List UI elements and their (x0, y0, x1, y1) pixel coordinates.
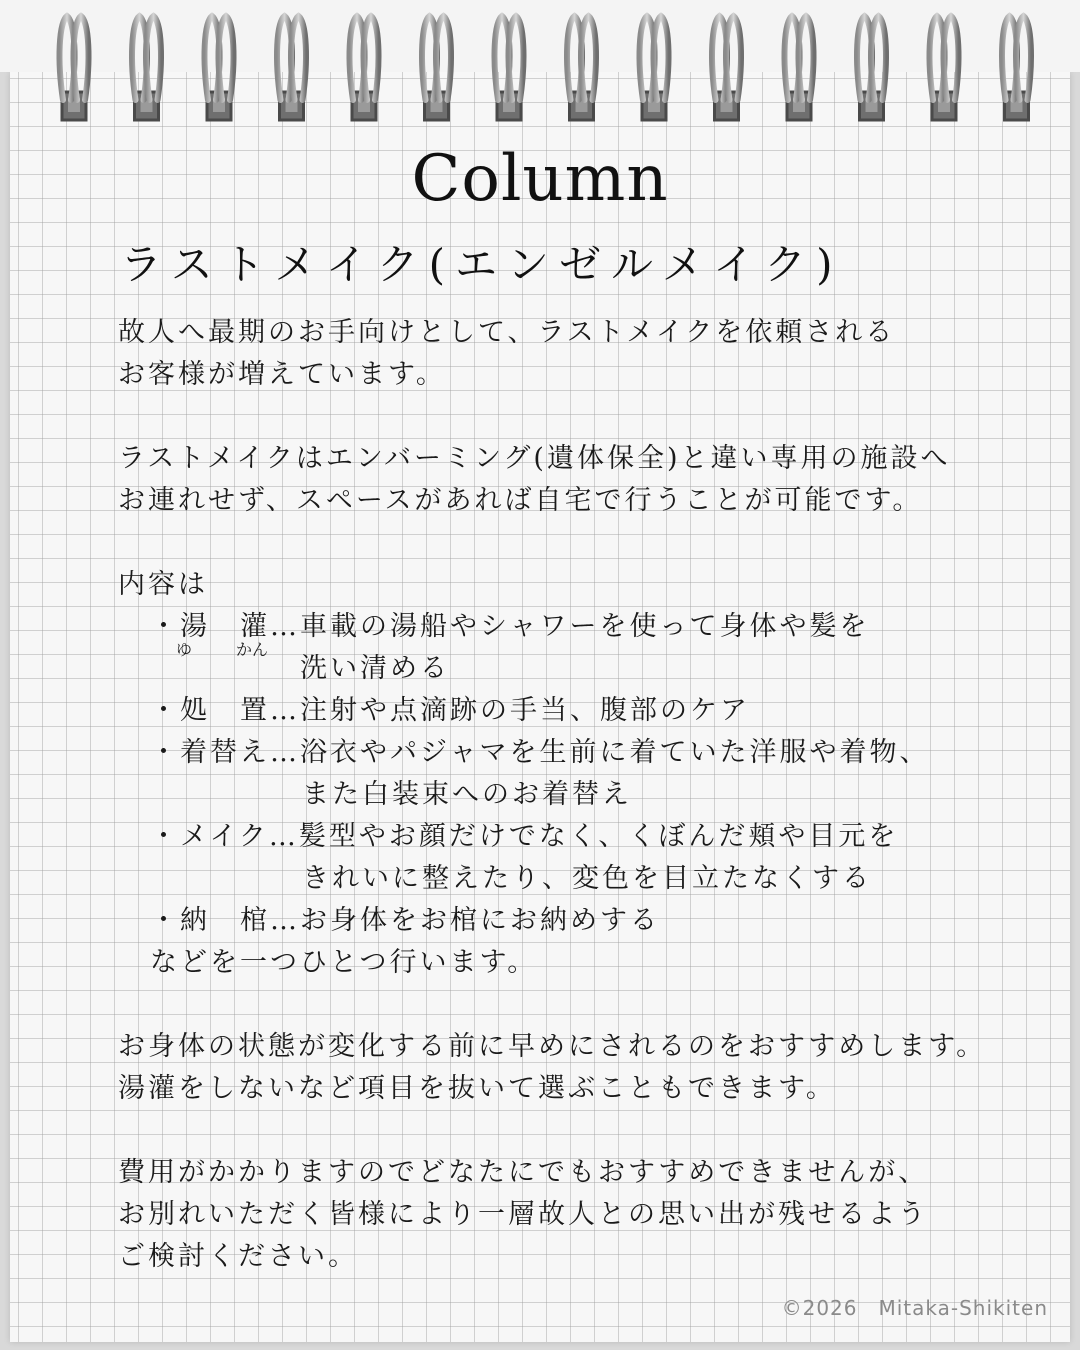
binding-ring (277, 16, 306, 120)
contents-label: 内容は (118, 569, 208, 600)
spiral-binding (0, 0, 1080, 140)
list-item-yukan-cont: 洗い清める (300, 653, 450, 684)
list-item-kigae-cont: また白装束へのお着替え (302, 779, 632, 810)
binding-ring (60, 16, 89, 120)
list-item-yukan: ・湯 灌…車載の湯船やシャワーを使って身体や髪を (150, 611, 870, 642)
binding-ring (132, 16, 161, 120)
binding-ring (567, 16, 596, 120)
binding-ring (350, 16, 379, 120)
list-item-nokan: ・納 棺…お身体をお棺にお納めする (150, 905, 660, 936)
copyright-footer: ©2026 Mitaka-Shikiten (781, 1296, 1048, 1320)
binding-ring (205, 16, 234, 120)
list-item-shochi: ・処 置…注射や点滴跡の手当、腹部のケア (150, 695, 750, 726)
ruby-kan: かん (236, 640, 269, 659)
paragraph5-line-3: ご検討ください。 (118, 1241, 358, 1272)
binding-ring (857, 16, 886, 120)
paragraph4-line-2: 湯灌をしないなど項目を抜いて選ぶこともできます。 (118, 1073, 836, 1104)
paragraph4-line-1: お身体の状態が変化する前に早めにされるのをおすすめします。 (118, 1031, 987, 1062)
ruby-yu: ゆ (176, 640, 193, 659)
list-item-makeup-cont: きれいに整えたり、変色を目立たなくする (302, 863, 872, 894)
binding-ring (785, 16, 814, 120)
binding-ring (495, 16, 524, 120)
binding-ring (712, 16, 741, 120)
paragraph5-line-1: 費用がかかりますのでどなたにでもおすすめできませんが、 (118, 1157, 929, 1188)
page-subtitle: ラストメイク(エンゼルメイク) (120, 240, 843, 289)
binding-ring (930, 16, 959, 120)
items-closing: などを一つひとつ行います。 (150, 947, 538, 978)
paragraph2-line-2: お連れせず、スペースがあれば自宅で行うことが可能です。 (118, 485, 923, 516)
intro-line-1: 故人へ最期のお手向けとして、ラストメイクを依頼される (118, 317, 896, 348)
binding-ring (640, 16, 669, 120)
paragraph5-line-2: お別れいただく皆様により一層故人との思い出が残せるよう (118, 1199, 928, 1230)
list-item-makeup: ・メイク…髪型やお顔だけでなく、くぼんだ頬や目元を (150, 821, 899, 852)
binding-ring (1002, 16, 1031, 120)
list-item-kigae: ・着替え…浴衣やパジャマを生前に着ていた洋服や着物、 (150, 737, 930, 768)
page-title: Column (411, 142, 669, 216)
intro-line-2: お客様が増えています。 (118, 359, 446, 390)
paragraph2-line-1: ラストメイクはエンバーミング(遺体保全)と違い専用の施設へ (118, 443, 951, 474)
binding-ring (422, 16, 451, 120)
